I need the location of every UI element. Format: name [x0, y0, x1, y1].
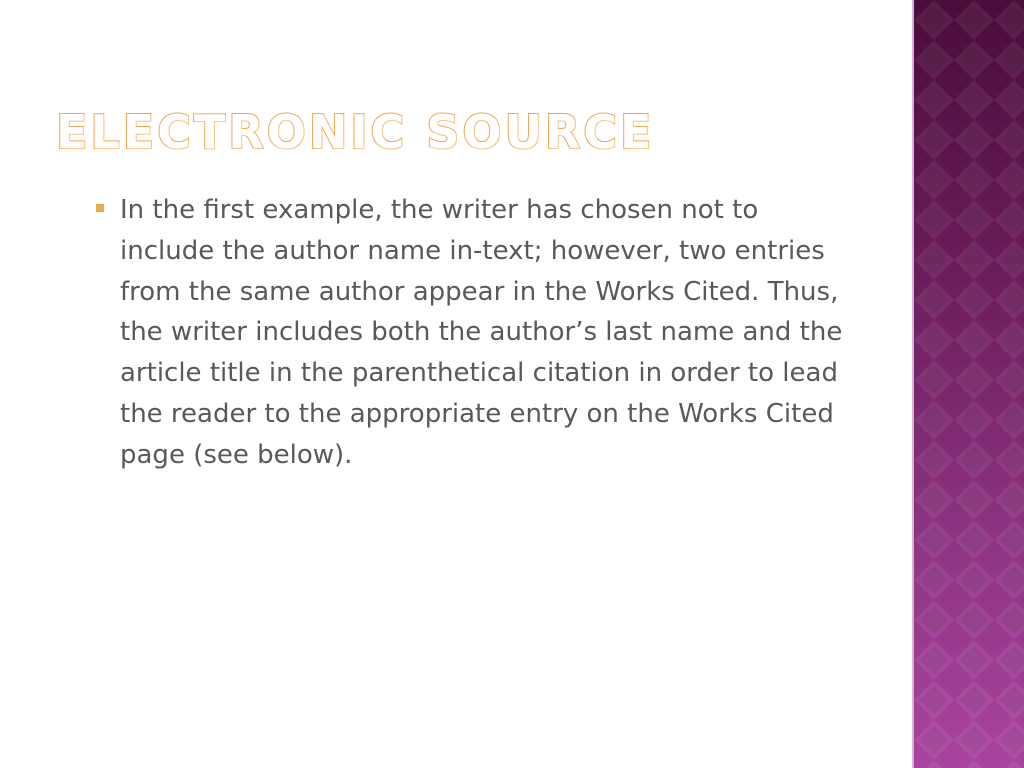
bullet-text: In the first example, the writer has chosen not to include the author name in-text; however, two entries from the same author appear in the Works Cited. Thus, the writer includes both the author’s last name and the article title in the parenthetical citation in order to lead the reader to the appropriate entry on the Works Cited page (see below).	[120, 195, 843, 470]
diamond-pattern	[914, 0, 1024, 768]
bullet-item	[96, 190, 856, 476]
slide-title: ELECTRONIC SOURCE	[56, 105, 655, 159]
slide-body	[96, 190, 856, 476]
decorative-side-band	[912, 0, 1024, 768]
square-bullet-icon	[96, 204, 104, 212]
